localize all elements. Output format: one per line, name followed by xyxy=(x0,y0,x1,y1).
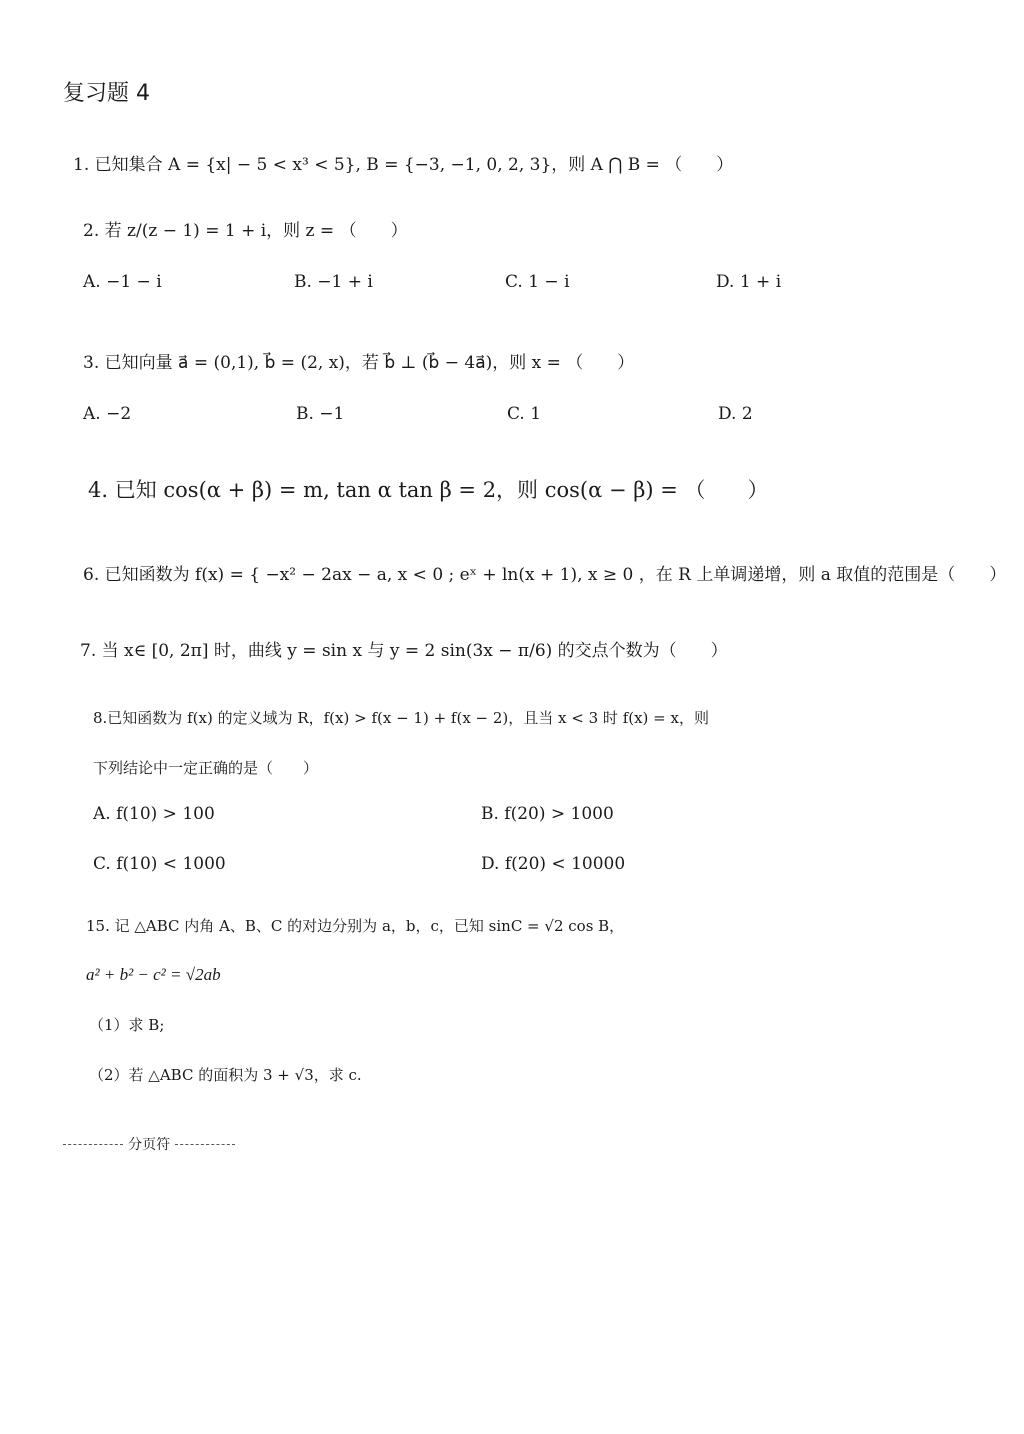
question-15-part-2: （2）若 △ABC 的面积为 3 + √3，求 c. xyxy=(89,1066,362,1084)
page-break-marker xyxy=(63,1134,235,1154)
question-15-line-1: 15. 记 △ABC 内角 A、B、C 的对边分别为 a，b，c，已知 sinC = √2 cos B， xyxy=(86,917,625,935)
question-7: 7. 当 x∈ [0, 2π] 时，曲线 y = sin x 与 y = 2 sin(3x − π/6) 的交点个数为（ ） xyxy=(80,641,728,661)
question-3: 3. 已知向量 a⃗ = (0,1), b⃗ = (2, x)，若 b⃗ ⊥ (b⃗ − 4a⃗)，则 x = （ ） xyxy=(83,353,635,373)
q3-option-c: C. 1 xyxy=(507,404,542,424)
question-1: 1. 已知集合 A = {x| − 5 < x³ < 5}, B = {−3, −1, 0, 2, 3}，则 A ⋂ B = （ ） xyxy=(73,155,734,175)
question-6: 6. 已知函数为 f(x) = { −x² − 2ax − a, x < 0 ; eˣ + ln(x + 1), x ≥ 0 ，在 R 上单调递增，则 a 取值的范围是（ ） xyxy=(83,565,1007,585)
question-8-line-2: 下列结论中一定正确的是（ ） xyxy=(93,759,319,777)
question-15-part-1: （1）求 B; xyxy=(89,1016,165,1034)
question-2: 2. 若 z/(z − 1) = 1 + i，则 z = （ ） xyxy=(83,221,408,241)
q2-option-d: D. 1 + i xyxy=(716,272,782,292)
question-4: 4. 已知 cos(α + β) = m, tan α tan β = 2，则 cos(α − β) = （ ） xyxy=(88,478,769,502)
dashed-line xyxy=(175,1144,235,1145)
q8-option-c: C. f(10) < 1000 xyxy=(93,854,226,874)
page-title: 复习题 4 xyxy=(63,81,150,106)
q2-option-a: A. −1 − i xyxy=(83,272,162,292)
q2-option-c: C. 1 − i xyxy=(505,272,570,292)
dashed-line xyxy=(63,1144,123,1145)
q8-option-d: D. f(20) < 10000 xyxy=(481,854,626,874)
q2-option-b: B. −1 + i xyxy=(294,272,373,292)
question-8-line-1: 8.已知函数为 f(x) 的定义域为 R，f(x) > f(x − 1) + f(x − 2)，且当 x < 3 时 f(x) = x，则 xyxy=(93,709,709,727)
q8-option-b: B. f(20) > 1000 xyxy=(481,804,614,824)
q8-option-a: A. f(10) > 100 xyxy=(93,804,215,824)
page-break-label: 分页符 xyxy=(128,1137,171,1153)
q3-option-a: A. −2 xyxy=(83,404,132,424)
q3-option-d: D. 2 xyxy=(718,404,753,424)
question-15-line-2: a² + b² − c² = √2ab xyxy=(86,965,221,984)
q3-option-b: B. −1 xyxy=(296,404,345,424)
